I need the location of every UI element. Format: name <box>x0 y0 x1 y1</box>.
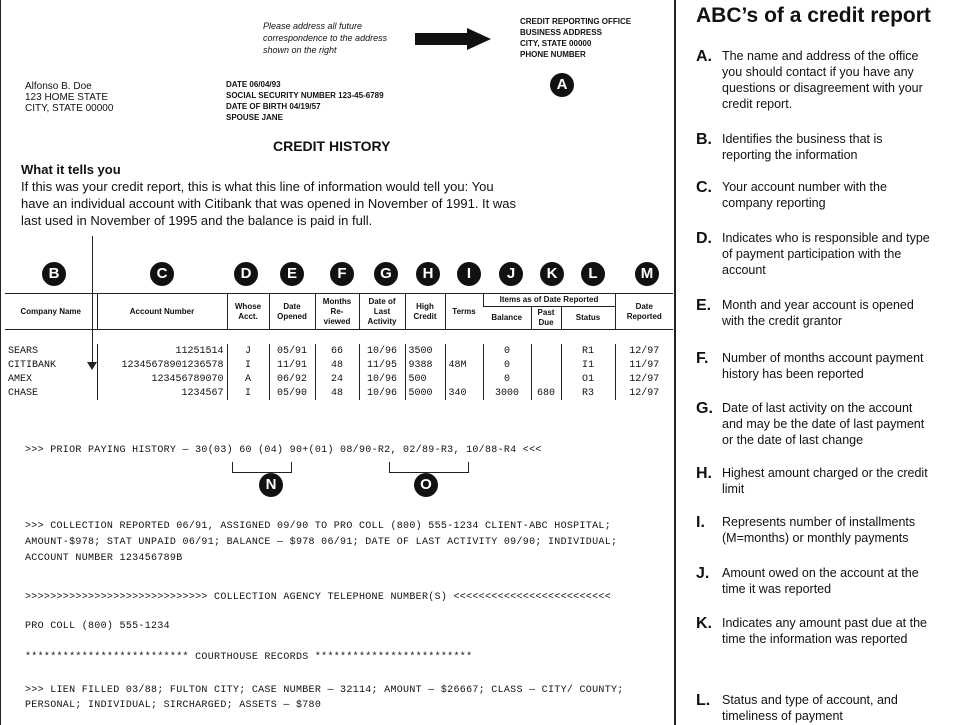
header-items: Items as of Date Reported <box>483 294 615 307</box>
header-status: Status <box>561 307 615 330</box>
badge-c: C <box>150 262 174 286</box>
table-row: CHASE 1234567 I 05/90 48 10/96 5000 340 3000 680 R3 12/97 <box>5 386 673 400</box>
courthouse-records-line: ************************** COURTHOUSE RECORDS ************************* <box>25 652 473 663</box>
header-past-due: Past Due <box>531 307 561 330</box>
arrow-right-icon <box>415 28 491 50</box>
header-whose: Whose Acct. <box>227 294 269 330</box>
header-terms: Terms <box>445 294 483 330</box>
badge-k: K <box>540 262 564 286</box>
header-months: Months Re- viewed <box>315 294 359 330</box>
correspondence-note: Please address all future correspondence to the address shown on the right <box>263 21 388 55</box>
table-row: SEARS 11251514 J 05/91 66 10/96 3500 0 R1 12/97 <box>5 344 673 358</box>
collection-record: >>> COLLECTION REPORTED 06/91, ASSIGNED 09/90 TO PRO COLL (800) 555-1234 CLIENT-ABC HOSPITAL; AMOUNT-$978; STAT UNPAID 06/91; BALANCE — $978 06/91; DATE OF LAST ACTIVITY 09/90; INDIVIDUAL; ACCOUNT NUMBER 123456789B <box>25 521 618 564</box>
abc-title: ABC’s of a credit report <box>696 4 931 27</box>
table-row: AMEX 123456789070 A 06/92 24 10/96 500 0 O1 12/97 <box>5 372 673 386</box>
badge-i: I <box>457 262 481 286</box>
header-opened: Date Opened <box>269 294 315 330</box>
what-it-tells-body: If this was your credit report, this is what this line of information would tell you: You have an individual account with Citibank that was opened in November of 1991. It was last used in November of 1995 and the balance is paid in full. <box>21 179 517 228</box>
bracket-n <box>232 462 292 473</box>
prior-paying-history: >>> PRIOR PAYING HISTORY — 30(03) 60 (04) 90+(01) 08/90-R2, 02/89-R3, 10/88-R4 <<< <box>25 445 542 456</box>
badge-h: H <box>416 262 440 286</box>
pro-coll-phone: PRO COLL (800) 555-1234 <box>25 621 170 632</box>
credit-history-title: CREDIT HISTORY <box>273 138 391 154</box>
what-it-tells-heading: What it tells you <box>21 162 121 177</box>
badge-l: L <box>581 262 605 286</box>
header-high-credit: High Credit <box>405 294 445 330</box>
header-last-activity: Date of Last Activity <box>359 294 405 330</box>
badge-b: B <box>42 262 66 286</box>
header-company: Company Name <box>5 294 97 330</box>
badge-e: E <box>280 262 304 286</box>
badge-a: A <box>550 73 574 97</box>
header-reported: Date Reported <box>615 294 673 330</box>
lien-record: >>> LIEN FILLED 03/88; FULTON CITY; CASE NUMBER — 32114; AMOUNT — $26667; CLASS — CITY/ COUNTY; PERSONAL; INDIVIDUAL; SIRCHARGED; ASSETS — $780 <box>25 685 624 711</box>
header-account: Account Number <box>97 294 227 330</box>
header-balance: Balance <box>483 307 531 330</box>
bracket-o <box>389 462 469 473</box>
consumer-address: Alfonso B. Doe 123 HOME STATE CITY, STATE 00000 <box>25 81 114 114</box>
badge-m: M <box>635 262 659 286</box>
badge-o: O <box>414 473 438 497</box>
badge-g: G <box>374 262 398 286</box>
report-meta: DATE 06/04/93 SOCIAL SECURITY NUMBER 123-45-6789 DATE OF BIRTH 04/19/57 SPOUSE JANE <box>226 80 384 122</box>
credit-history-table <box>5 293 673 400</box>
badge-f: F <box>330 262 354 286</box>
agency-phone-line: >>>>>>>>>>>>>>>>>>>>>>>>>>>>> COLLECTION AGENCY TELEPHONE NUMBER(S) <<<<<<<<<<<<<<<<<<<<<<<<< <box>25 592 611 603</box>
badge-n: N <box>259 473 283 497</box>
badge-j: J <box>499 262 523 286</box>
office-address: CREDIT REPORTING OFFICE BUSINESS ADDRESS CITY, STATE 00000 PHONE NUMBER <box>520 17 632 59</box>
table-row: CITIBANK 12345678901236578 I 11/91 48 11/95 9388 48M 0 I1 11/97 <box>5 358 673 372</box>
badge-d: D <box>234 262 258 286</box>
